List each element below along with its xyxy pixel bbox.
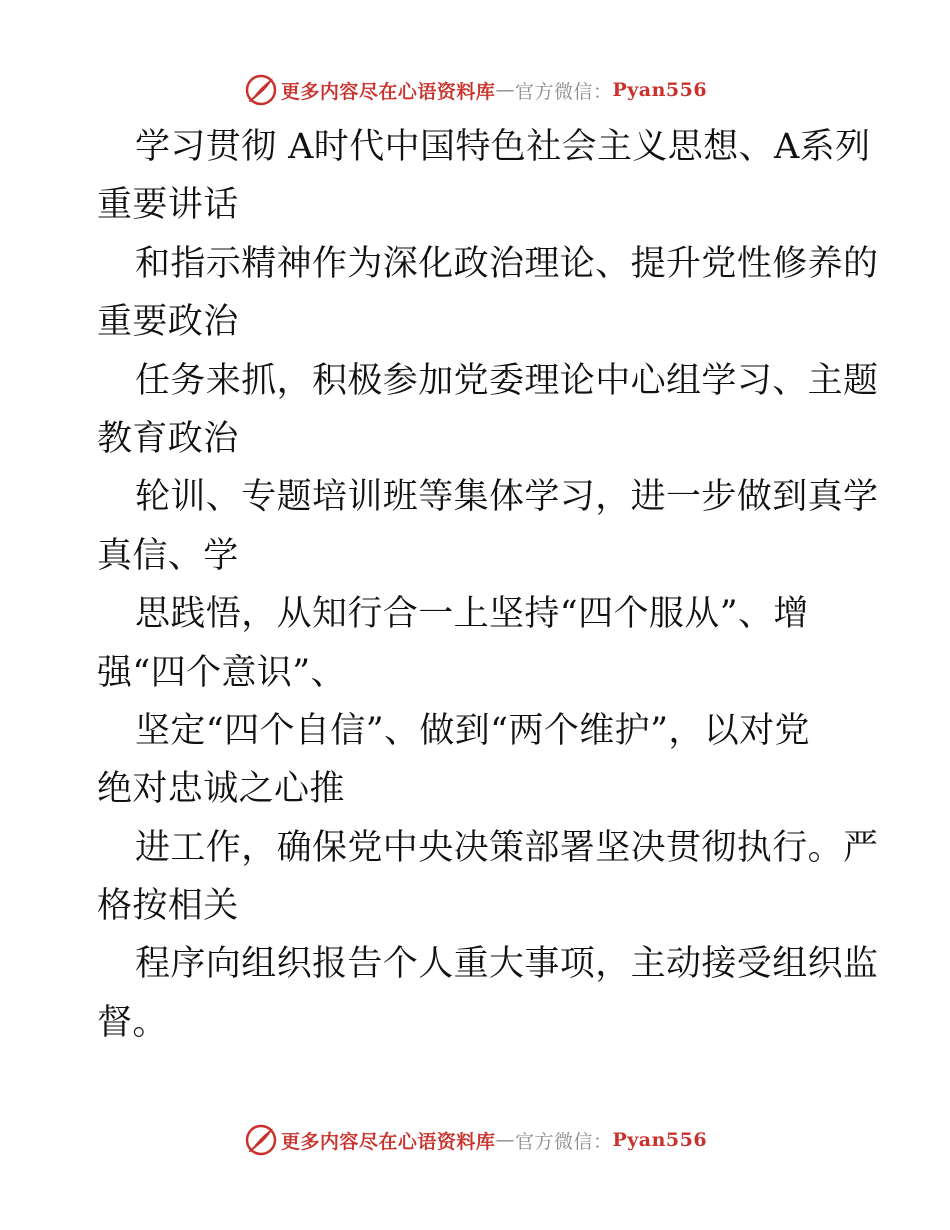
- body-line: 学习贯彻 A时代中国特色社会主义思想、A系列: [135, 127, 871, 167]
- watermark-main-text: 更多内容尽在心语资料库: [280, 80, 496, 103]
- body-line: 任务来抓，积极参加党委理论中心组学习、主题: [135, 360, 879, 401]
- body-line: 进工作，确保党中央决策部署坚决贯彻执行。严: [135, 827, 879, 868]
- footer-watermark: [0, 1120, 950, 1160]
- watermark-wechat-id: Pyan556: [612, 79, 708, 101]
- body-line: 格按相关: [97, 886, 239, 927]
- watermark-dash: —: [495, 79, 515, 101]
- watermark-wechat-label: 官方微信：: [514, 1130, 613, 1153]
- watermark-dash: —: [495, 1129, 515, 1151]
- body-line: 督。: [97, 1002, 168, 1043]
- quill-circle-icon: [243, 72, 279, 108]
- body-line: 重要政治: [97, 302, 239, 343]
- body-line: 坚定“四个自信”、做到“两个维护”，以对党: [135, 710, 810, 751]
- header-watermark: [0, 70, 950, 110]
- quill-circle-icon: [243, 1122, 279, 1158]
- document-body: [97, 118, 879, 1052]
- watermark-main-text: 更多内容尽在心语资料库: [280, 1130, 496, 1153]
- watermark-wechat-label: 官方微信：: [514, 80, 613, 103]
- body-line: 强“四个意识”、: [97, 652, 346, 693]
- body-line: 重要讲话: [97, 185, 239, 226]
- body-line: 真信、学: [97, 535, 239, 576]
- body-line: 思践悟，从知行合一上坚持“四个服从”、增: [135, 594, 809, 635]
- body-line: 教育政治: [97, 418, 239, 459]
- body-line: 和指示精神作为深化政治理论、提升党性修养的: [135, 243, 879, 284]
- body-line: 程序向组织报告个人重大事项，主动接受组织监: [135, 944, 879, 985]
- watermark-wechat-id: Pyan556: [612, 1129, 708, 1151]
- body-line: 绝对忠诚之心推: [97, 769, 345, 810]
- body-line: 轮训、专题培训班等集体学习，进一步做到真学: [135, 477, 879, 518]
